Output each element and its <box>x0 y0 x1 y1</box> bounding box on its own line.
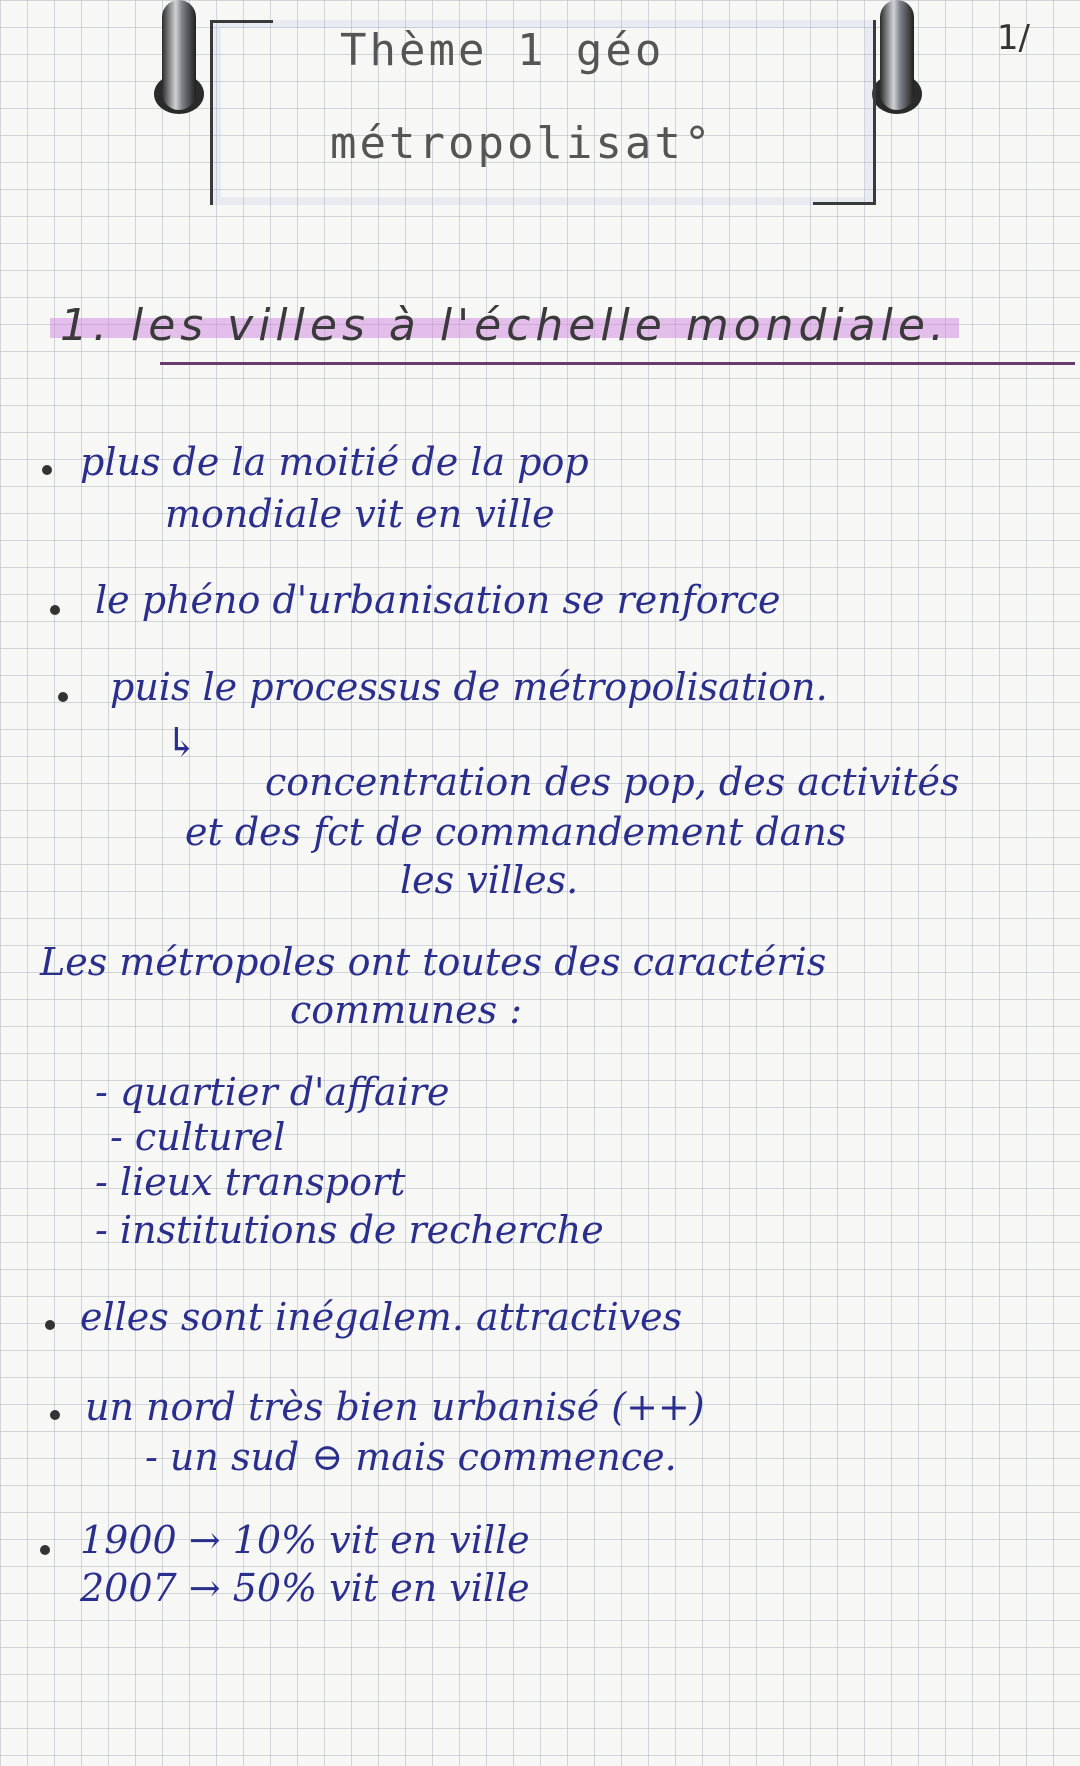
note-b5-line1: un nord très bien urbanisé (++) <box>85 1385 705 1429</box>
note-b1-line1: plus de la moitié de la pop <box>80 440 589 484</box>
note-metropoles-line2: communes : <box>290 988 523 1032</box>
bullet-icon <box>45 1320 55 1330</box>
note-b1-line2: mondiale vit en ville <box>165 492 555 536</box>
binder-ring-right <box>880 0 914 110</box>
list-item: - quartier d'affaire <box>95 1070 450 1114</box>
page-number: 1/ <box>996 18 1030 58</box>
bullet-icon <box>50 1410 60 1420</box>
list-item: - institutions de recherche <box>95 1208 604 1252</box>
arrow-icon: ↳ <box>165 720 199 766</box>
note-definition-line2: et des fct de commandement dans <box>185 810 847 854</box>
note-metropoles-line1: Les métropoles ont toutes des caractéris <box>40 940 827 984</box>
bullet-icon <box>50 605 60 615</box>
note-b5-line2: - un sud ⊖ mais commence. <box>145 1435 677 1479</box>
note-b4: elles sont inégalem. attractives <box>80 1295 683 1339</box>
note-b6-line1: 1900 → 10% vit en ville <box>80 1518 530 1562</box>
note-b3: puis le processus de métropolisation. <box>110 665 828 709</box>
bullet-icon <box>42 465 52 475</box>
list-item: - lieux transport <box>95 1160 406 1204</box>
note-definition-line3: les villes. <box>400 858 579 902</box>
section-title: 1. les villes à l'échelle mondiale. <box>50 300 959 351</box>
title-line-2: métropolisat° <box>330 118 714 169</box>
section-underline <box>160 362 1075 365</box>
binder-ring-left <box>162 0 196 110</box>
bullet-icon <box>58 692 68 702</box>
bullet-icon <box>40 1545 50 1555</box>
note-b6-line2: 2007 → 50% vit en ville <box>80 1566 530 1610</box>
note-b2: le phéno d'urbanisation se renforce <box>95 578 781 622</box>
list-item: - culturel <box>110 1115 286 1159</box>
title-line-1: Thème 1 géo <box>340 25 665 76</box>
note-definition-line1: concentration des pop, des activités <box>265 760 960 804</box>
